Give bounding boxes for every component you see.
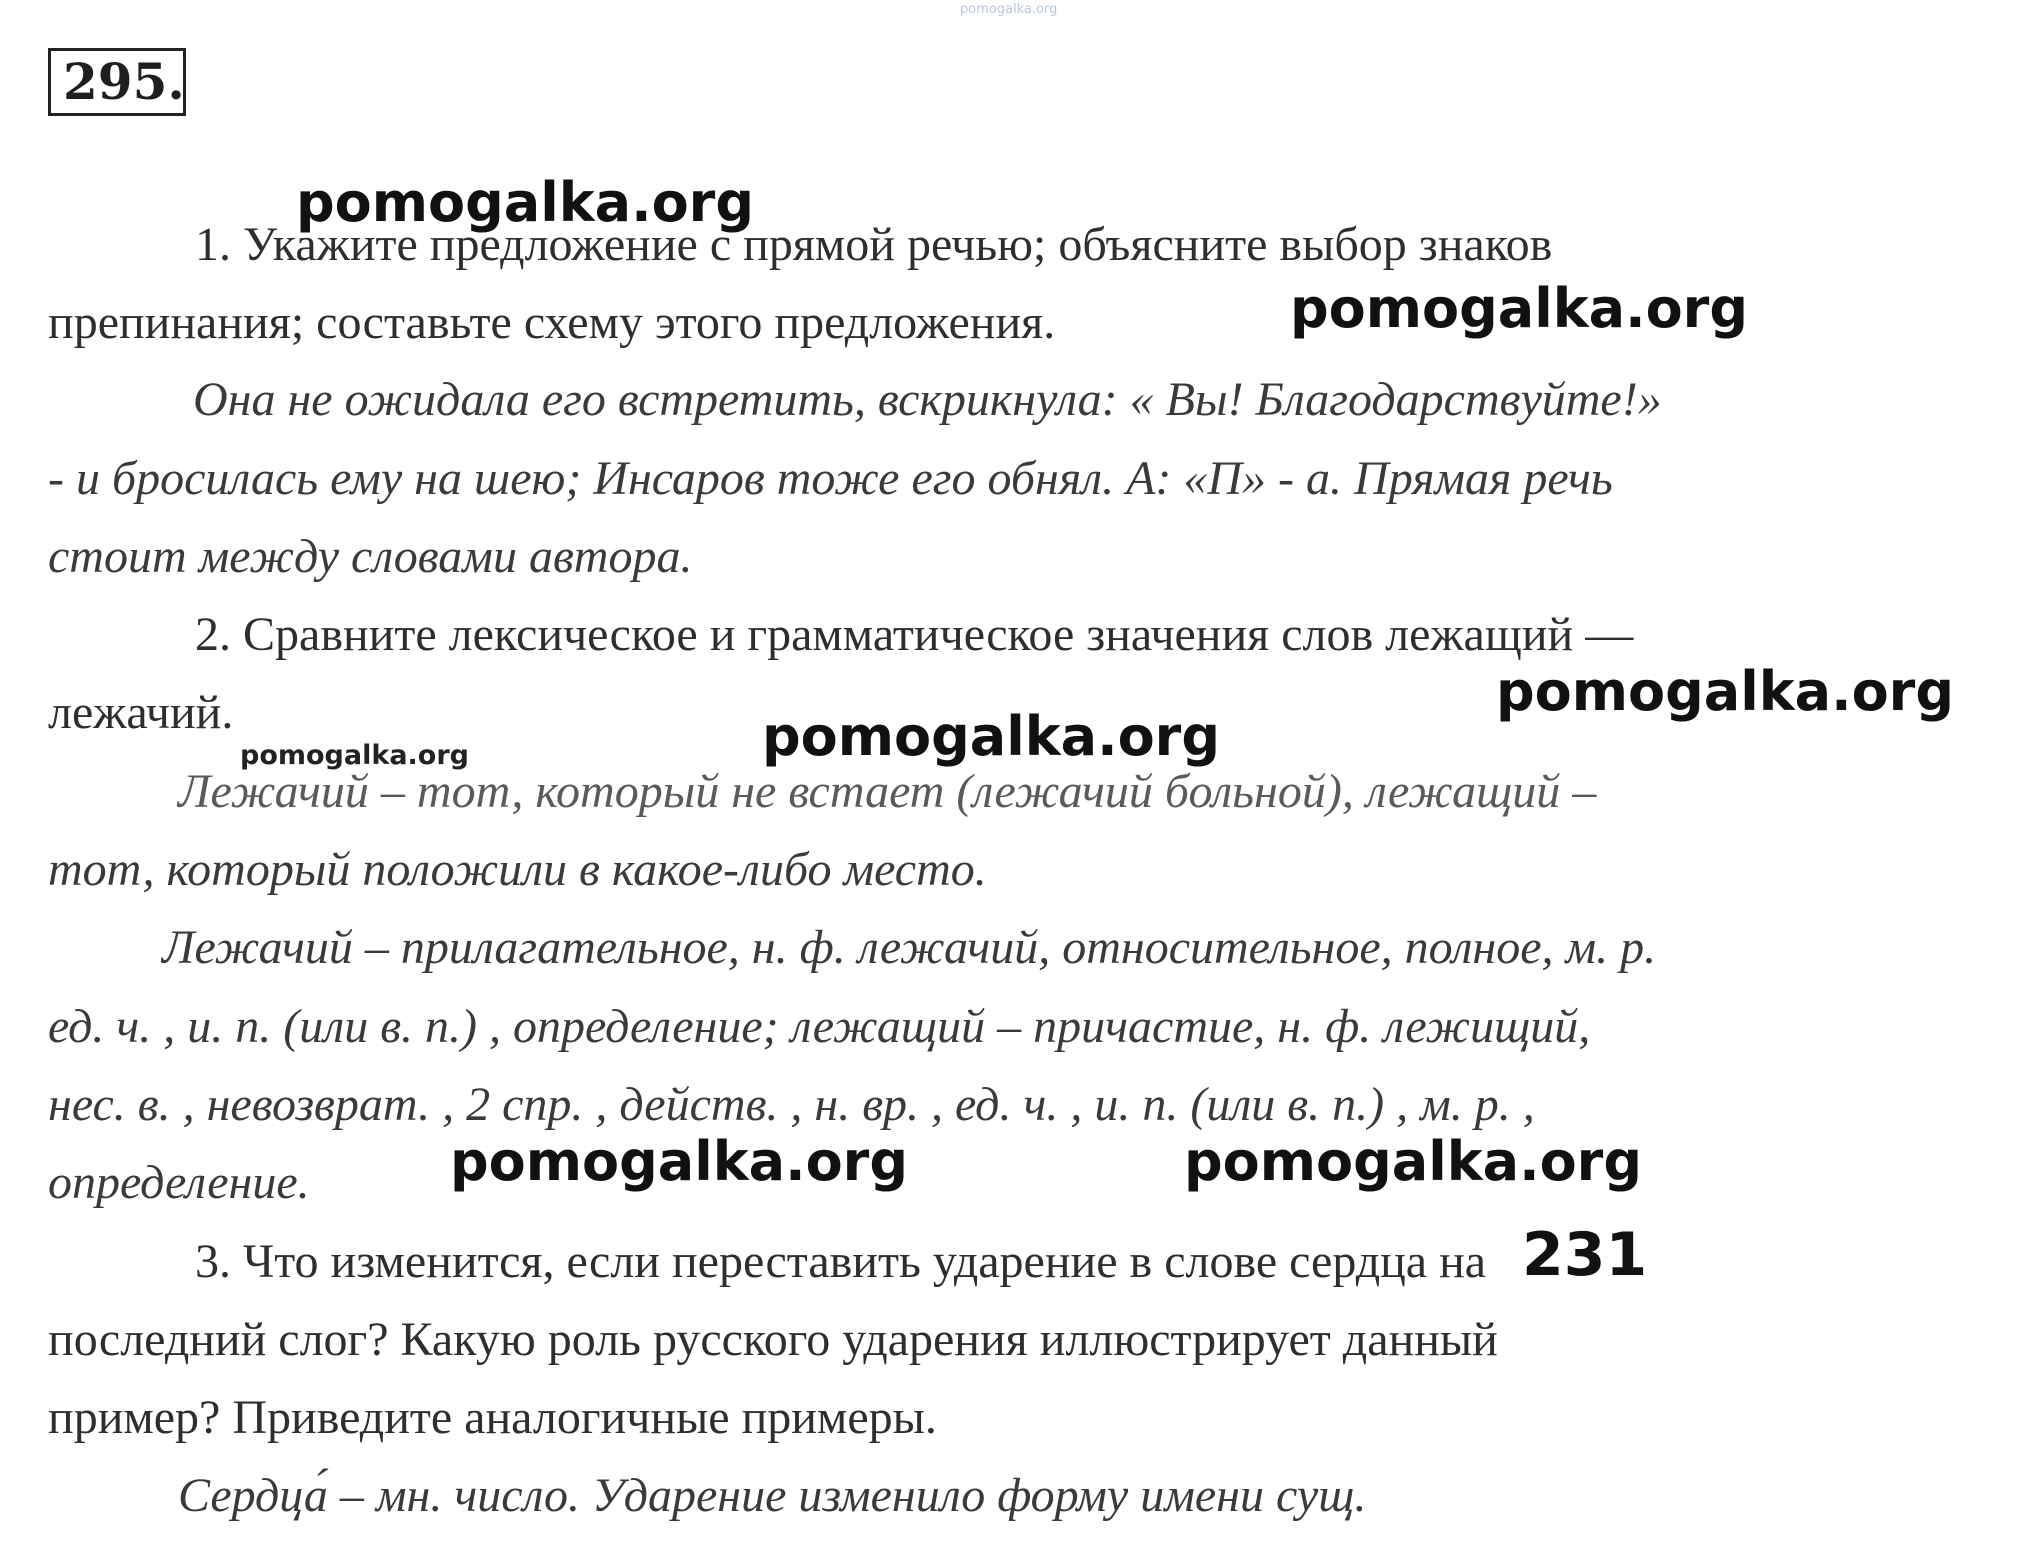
watermark: pomogalka.org xyxy=(1290,277,1748,340)
watermark-small: pomogalka.org xyxy=(240,740,469,771)
task-2-analysis-line-4: определение. xyxy=(48,1156,310,1209)
task-3-question-line-3: пример? Приведите аналогичные примеры. xyxy=(48,1391,937,1444)
watermark: pomogalka.org xyxy=(296,171,754,234)
watermark: pomogalka.org xyxy=(450,1130,908,1193)
task-2-answer-line-1: Лежачий – тот, который не встает (лежачий больной), лежащий – xyxy=(178,765,1597,818)
task-2-answer-line-2: тот, который положили в какое-либо место. xyxy=(48,843,987,896)
watermark: pomogalka.org xyxy=(1496,660,1954,723)
task-2-question-line-2: лежачий. xyxy=(48,686,234,739)
page-number: 231 xyxy=(1522,1220,1648,1290)
task-2-analysis-line-2: ед. ч. , и. п. (или в. п.) , определение; лежащий – причастие, н. ф. лежищий, xyxy=(48,1000,1591,1053)
task-3-question-line-1: 3. Что изменится, если переставить ударение в слове сердца на xyxy=(195,1235,1487,1288)
task-2-question-line-1: 2. Сравните лексическое и грамматическое значения слов лежащий — xyxy=(195,608,1634,661)
task-2-analysis-line-3: нес. в. , невозврат. , 2 спр. , действ. , н. вр. , ед. ч. , и. п. (или в. п.) , м. р. , xyxy=(48,1078,1535,1131)
task-1-answer-line-3: стоит между словами автора. xyxy=(48,530,693,583)
exercise-number: 295. xyxy=(48,48,186,116)
task-1-question-line-2: препинания; составьте схему этого предложения. xyxy=(48,296,1056,349)
task-2-analysis-line-1: Лежачий – прилагательное, н. ф. лежачий, относительное, полное, м. р. xyxy=(162,921,1657,974)
task-1-answer-line-1: Она не ожидала его встретить, вскрикнула: « Вы! Благодарствуйте!» xyxy=(193,373,1662,426)
task-1-answer-line-2: - и бросилась ему на шею; Инсаров тоже его обнял. А: «П» - а. Прямая речь xyxy=(48,452,1613,505)
task-1-question-line-1: 1. Укажите предложение с прямой речью; объясните выбор знаков xyxy=(195,218,1553,271)
watermark: pomogalka.org xyxy=(1184,1130,1642,1193)
site-mark-top: pomogalka.org xyxy=(960,2,1058,17)
watermark: pomogalka.org xyxy=(762,705,1220,768)
task-3-answer-line-1: Сердца́ – мн. число. Ударение изменило форму имени сущ. xyxy=(178,1469,1367,1522)
task-3-question-line-2: последний слог? Какую роль русского ударения иллюстрирует данный xyxy=(48,1313,1498,1366)
